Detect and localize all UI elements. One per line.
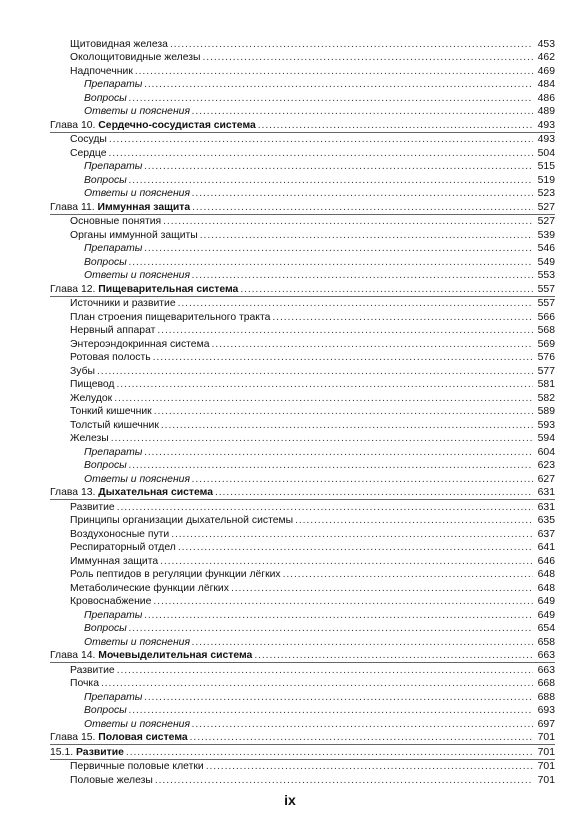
toc-entry-row[interactable]: [50, 378, 555, 392]
toc-entry-title: Препараты: [84, 79, 143, 90]
dot-leader: [231, 582, 533, 595]
dot-leader: [135, 65, 533, 78]
toc-entry-row[interactable]: [50, 432, 555, 446]
toc-entry-row[interactable]: [50, 297, 555, 311]
toc-entry-title: Принципы организации дыхательной системы: [70, 515, 294, 526]
dot-leader: [144, 691, 533, 704]
toc-entry-row[interactable]: [50, 310, 555, 324]
dot-leader: [144, 609, 533, 622]
toc-chapter-row[interactable]: [50, 200, 555, 215]
dot-leader: [129, 256, 533, 269]
toc-entry-title: Ответы и пояснения: [84, 473, 191, 485]
toc-entry-title: Вопросы: [84, 460, 127, 471]
dot-leader: [144, 160, 533, 173]
dot-leader: [203, 51, 533, 64]
toc-entry-row[interactable]: [50, 527, 555, 541]
chapter-number: 15.1.: [50, 746, 74, 758]
toc-entry-row[interactable]: [50, 663, 555, 677]
dot-leader: [117, 501, 533, 514]
toc-entry-row[interactable]: [50, 133, 555, 147]
toc-page-number: 693: [537, 705, 555, 716]
toc-entry-row[interactable]: [50, 215, 555, 229]
toc-entry-title: Препараты: [84, 243, 143, 254]
dot-leader: [178, 297, 533, 310]
toc-entry-title: Развитие: [70, 664, 115, 676]
dot-leader: [111, 432, 533, 445]
toc-page-number: 462: [537, 52, 555, 63]
dot-leader: [161, 419, 533, 432]
toc-entry-row[interactable]: [50, 173, 555, 187]
toc-page-number: 646: [537, 555, 555, 567]
dot-leader: [157, 324, 533, 337]
toc-entry-title: Препараты: [84, 446, 143, 458]
toc-page-number: 557: [537, 298, 555, 309]
toc-entry-title: Нервный аппарат: [70, 325, 156, 336]
toc-entry-title: Развитие: [70, 501, 115, 513]
toc-entry-title: Энтероэндокринная система: [70, 338, 210, 350]
dot-leader: [101, 677, 533, 690]
toc-page-number: 504: [537, 147, 555, 159]
toc-entry-title: Зубы: [70, 365, 96, 377]
toc-entry-title: Половые железы: [70, 774, 153, 786]
toc-entry-title: Железы: [70, 433, 109, 444]
toc-entry-title: Щитовидная железа: [70, 38, 168, 50]
toc-page-number: 527: [537, 201, 555, 213]
toc-entry-row[interactable]: [50, 608, 555, 622]
toc-entry-title: Роль пептидов в регуляции функции лёгких: [70, 569, 281, 580]
toc-entry-title: Препараты: [84, 161, 143, 172]
toc-page-number: 663: [537, 664, 555, 676]
toc-chapter-row[interactable]: [50, 118, 555, 133]
dot-leader: [258, 119, 533, 132]
toc-page-number: 566: [537, 311, 555, 323]
toc-page-number: 493: [537, 134, 555, 145]
toc-page-number: 649: [537, 609, 555, 621]
toc-entry-title: Ответы и пояснения: [84, 106, 191, 117]
toc-page-number: 631: [537, 487, 555, 498]
toc-page-number: 701: [537, 774, 555, 786]
toc-entry-title: Респираторный отдел: [70, 542, 176, 553]
dot-leader: [200, 229, 533, 242]
toc-page-number: 637: [537, 528, 555, 540]
toc-page-number: 493: [537, 119, 555, 131]
dot-leader: [144, 242, 533, 255]
toc-entry-title: Воздухоносные пути: [70, 528, 170, 540]
dot-leader: [153, 595, 533, 608]
toc-entry-title: Иммунная защита: [70, 555, 159, 567]
dot-leader: [129, 622, 533, 635]
toc-entry-title: [50, 486, 213, 499]
toc-entry-row[interactable]: [50, 405, 555, 419]
toc-page-number: 635: [537, 515, 555, 526]
toc-entry-title: Кровоснабжение: [70, 596, 152, 607]
dot-leader: [129, 174, 533, 187]
toc-entry-title: Вопросы: [84, 623, 127, 634]
toc-entry-title: Первичные половые клетки: [70, 761, 204, 772]
toc-entry-title: [50, 731, 188, 744]
toc-entry-row[interactable]: [50, 269, 555, 283]
toc-entry-row[interactable]: [50, 160, 555, 174]
toc-entry-row[interactable]: [50, 581, 555, 595]
chapter-number: Глава 13.: [50, 487, 96, 498]
toc-entry-row[interactable]: [50, 677, 555, 691]
toc-entry-title: Тонкий кишечник: [70, 406, 152, 417]
toc-entry-row[interactable]: [50, 255, 555, 269]
toc-page-number: 569: [537, 338, 555, 350]
toc-page-number: 453: [537, 38, 555, 50]
toc-entry-title: Источники и развитие: [70, 298, 176, 309]
dot-leader: [155, 774, 533, 787]
toc-entry-title: [50, 746, 124, 759]
toc-page-number: 701: [537, 761, 555, 772]
dot-leader: [144, 446, 533, 459]
toc-entry-title: Ответы и пояснения: [84, 188, 191, 199]
toc-page-number: 515: [537, 161, 555, 172]
toc-entry-title: Желудок: [70, 392, 113, 404]
chapter-number: Глава 12.: [50, 283, 96, 295]
toc-page-number: 549: [537, 256, 555, 268]
toc-page-number: 648: [537, 582, 555, 594]
dot-leader: [192, 473, 533, 486]
toc-entry-title: Препараты: [84, 691, 143, 703]
toc-page-number: 581: [537, 379, 555, 390]
chapter-title: Мочевыделительная система: [98, 650, 253, 661]
toc-entry-row[interactable]: [50, 105, 555, 119]
dot-leader: [109, 147, 534, 160]
toc-entry-title: Метаболические функции лёгких: [70, 582, 229, 594]
toc-page-number: 604: [537, 446, 555, 458]
toc-page-number: 519: [537, 174, 555, 186]
toc-entry-row[interactable]: [50, 351, 555, 365]
dot-leader: [117, 378, 534, 391]
dot-leader: [144, 78, 533, 91]
dot-leader: [212, 338, 533, 351]
toc-entry-row[interactable]: [50, 635, 555, 649]
dot-leader: [126, 746, 533, 759]
chapter-title: Пищеварительная система: [98, 283, 239, 295]
toc-page-number: 486: [537, 92, 555, 104]
toc-page-number: 701: [537, 732, 555, 743]
dot-leader: [192, 718, 533, 731]
toc-entry-row[interactable]: [50, 418, 555, 432]
dot-leader: [129, 704, 533, 717]
dot-leader: [192, 269, 533, 282]
toc-entry-row[interactable]: [50, 324, 555, 338]
toc-entry-row[interactable]: [50, 704, 555, 718]
toc-page-number: 546: [537, 243, 555, 254]
chapter-number: Глава 10.: [50, 119, 96, 131]
toc-entry-row[interactable]: [50, 445, 555, 459]
dot-leader: [295, 514, 533, 527]
toc-entry-row[interactable]: [50, 51, 555, 65]
toc-entry-title: Вопросы: [84, 174, 127, 186]
toc-page-number: 469: [537, 65, 555, 77]
chapter-title: Иммунная защита: [97, 201, 191, 213]
toc-page-number: 594: [537, 433, 555, 444]
toc-chapter-row[interactable]: [50, 282, 555, 297]
toc-entry-title: Почка: [70, 678, 99, 689]
toc-page-number: 627: [537, 473, 555, 485]
toc-chapter-row[interactable]: [50, 731, 555, 746]
toc-entry-row[interactable]: [50, 773, 555, 787]
toc-entry-title: Ответы и пояснения: [84, 636, 191, 648]
dot-leader: [114, 392, 533, 405]
dot-leader: [178, 541, 533, 554]
toc-entry-title: Препараты: [84, 609, 143, 621]
dot-leader: [163, 215, 533, 228]
toc-entry-row[interactable]: [50, 64, 555, 78]
table-of-contents: [50, 37, 555, 787]
chapter-number: Глава 15.: [50, 732, 96, 743]
chapter-number: Глава 11.: [50, 201, 95, 213]
toc-page-number: 523: [537, 188, 555, 199]
page-number: ix: [284, 792, 296, 808]
toc-entry-title: Ротовая полость: [70, 352, 151, 363]
dot-leader: [154, 405, 533, 418]
toc-entry-row[interactable]: [50, 472, 555, 486]
dot-leader: [160, 555, 533, 568]
dot-leader: [97, 365, 533, 378]
toc-page-number: 527: [537, 216, 555, 227]
toc-entry-title: План строения пищеварительного тракта: [70, 311, 271, 323]
toc-page-number: 648: [537, 569, 555, 580]
toc-entry-title: Вопросы: [84, 92, 127, 104]
toc-page-number: 688: [537, 691, 555, 703]
toc-page-number: 593: [537, 419, 555, 431]
toc-entry-row[interactable]: [50, 364, 555, 378]
toc-entry-row[interactable]: [50, 242, 555, 256]
dot-leader: [109, 133, 533, 146]
toc-entry-row[interactable]: [50, 37, 555, 51]
toc-page-number: 553: [537, 270, 555, 281]
toc-entry-title: Околощитовидные железы: [70, 52, 201, 63]
toc-entry-row[interactable]: [50, 690, 555, 704]
toc-page-number: 568: [537, 325, 555, 336]
toc-page-number: 701: [537, 746, 555, 758]
dot-leader: [192, 201, 533, 214]
dot-leader: [192, 636, 533, 649]
dot-leader: [215, 486, 533, 499]
chapter-title: Дыхательная система: [98, 487, 213, 498]
toc-page-number: 658: [537, 636, 555, 648]
toc-entry-title: Ответы и пояснения: [84, 718, 191, 730]
toc-entry-title: Пищевод: [70, 379, 115, 390]
toc-entry-row[interactable]: [50, 760, 555, 774]
toc-entry-title: Сердце: [70, 147, 107, 159]
dot-leader: [153, 351, 533, 364]
dot-leader: [190, 731, 533, 744]
dot-leader: [192, 105, 533, 118]
toc-page-number: 589: [537, 406, 555, 417]
toc-entry-title: [50, 119, 256, 132]
toc-entry-title: [50, 283, 238, 296]
toc-page-number: 582: [537, 392, 555, 404]
toc-entry-row[interactable]: [50, 622, 555, 636]
dot-leader: [117, 664, 533, 677]
toc-entry-row[interactable]: [50, 187, 555, 201]
toc-entry-row[interactable]: [50, 391, 555, 405]
toc-chapter-row[interactable]: [50, 649, 555, 664]
toc-page-number: 697: [537, 718, 555, 730]
toc-entry-title: Надпочечник: [70, 65, 133, 77]
toc-entry-row[interactable]: [50, 500, 555, 514]
chapter-title: Развитие: [76, 746, 124, 758]
dot-leader: [272, 311, 533, 324]
toc-entry-row[interactable]: [50, 146, 555, 160]
toc-page-number: 489: [537, 106, 555, 117]
toc-entry-row[interactable]: [50, 554, 555, 568]
toc-page-number: 557: [537, 283, 555, 295]
toc-page-number: 576: [537, 352, 555, 363]
toc-entry-row[interactable]: [50, 91, 555, 105]
toc-entry-row[interactable]: [50, 595, 555, 609]
toc-entry-title: Толстый кишечник: [70, 419, 159, 431]
toc-entry-row[interactable]: [50, 459, 555, 473]
toc-entry-row[interactable]: [50, 228, 555, 242]
toc-page-number: 641: [537, 542, 555, 553]
toc-entry-title: Сосуды: [70, 134, 107, 145]
toc-page-number: 649: [537, 596, 555, 607]
toc-entry-row[interactable]: [50, 541, 555, 555]
toc-entry-title: [50, 201, 190, 214]
toc-entry-row[interactable]: [50, 514, 555, 528]
toc-page-number: 663: [537, 650, 555, 661]
toc-entry-row[interactable]: [50, 337, 555, 351]
dot-leader: [240, 283, 533, 296]
toc-page-number: 484: [537, 79, 555, 90]
toc-chapter-row[interactable]: [50, 486, 555, 501]
toc-entry-title: Ответы и пояснения: [84, 270, 191, 281]
toc-entry-title: Вопросы: [84, 705, 127, 716]
dot-leader: [254, 649, 533, 662]
toc-entry-title: Основные понятия: [70, 216, 162, 227]
toc-page-number: 654: [537, 623, 555, 634]
toc-page-number: 577: [537, 365, 555, 377]
chapter-title: Сердечно-сосудистая система: [98, 119, 256, 131]
dot-leader: [206, 760, 533, 773]
toc-page-number: 539: [537, 229, 555, 241]
dot-leader: [129, 459, 533, 472]
dot-leader: [129, 92, 533, 105]
toc-entry-row[interactable]: [50, 717, 555, 731]
toc-page-number: 631: [537, 501, 555, 513]
toc-entry-row[interactable]: [50, 568, 555, 582]
dot-leader: [171, 528, 533, 541]
toc-entry-title: Органы иммунной защиты: [70, 229, 198, 241]
toc-entry-title: Вопросы: [84, 256, 127, 268]
chapter-number: Глава 14.: [50, 650, 96, 661]
toc-entry-row[interactable]: [50, 78, 555, 92]
toc-entry-title: [50, 649, 252, 662]
dot-leader: [283, 568, 533, 581]
toc-chapter-row[interactable]: [50, 745, 555, 760]
dot-leader: [170, 38, 533, 51]
dot-leader: [192, 187, 533, 200]
toc-page-number: 668: [537, 678, 555, 689]
toc-page-number: 623: [537, 460, 555, 471]
chapter-title: Половая система: [98, 732, 188, 743]
